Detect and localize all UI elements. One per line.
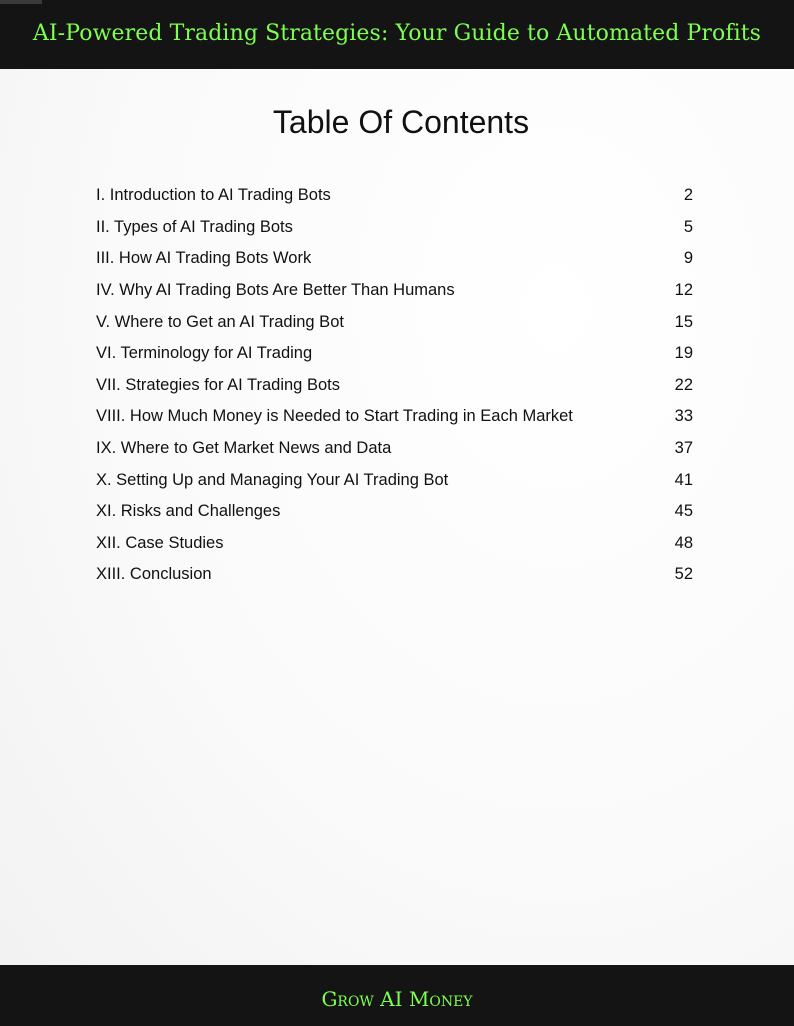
toc-entry-page: 45 <box>674 502 693 521</box>
toc-entry-title: IX. Where to Get Market News and Data <box>96 439 392 458</box>
toc-entry-page: 5 <box>683 217 693 236</box>
toc-entry[interactable] <box>96 243 693 275</box>
toc-list <box>96 180 693 591</box>
toc-entry-page: 22 <box>674 375 693 394</box>
header-bar <box>0 0 794 69</box>
toc-entry-page: 52 <box>674 565 693 584</box>
toc-entry[interactable] <box>96 559 693 591</box>
toc-entry-title: XIII. Conclusion <box>96 565 212 584</box>
toc-entry[interactable] <box>96 433 693 465</box>
toc-entry-page: 48 <box>674 533 693 552</box>
toc-entry[interactable] <box>96 528 693 560</box>
toc-entry-title: XI. Risks and Challenges <box>96 502 281 521</box>
toc-entry-page: 33 <box>674 407 693 426</box>
toc-entry-page: 12 <box>674 281 693 300</box>
toc-entry[interactable] <box>96 275 693 307</box>
toc-entry-page: 19 <box>674 344 693 363</box>
document-title: AI-Powered Trading Strategies: Your Guide to Automated Profits <box>32 21 762 46</box>
toc-entry-title: VIII. How Much Money is Needed to Start Trading in Each Market <box>96 407 573 426</box>
header-accent-strip <box>0 0 42 4</box>
footer-bar <box>0 965 794 1026</box>
toc-entry-title: XII. Case Studies <box>96 533 224 552</box>
toc-entry-title: X. Setting Up and Managing Your AI Trading Bot <box>96 470 449 489</box>
toc-entry-page: 37 <box>674 439 693 458</box>
toc-entry-title: I. Introduction to AI Trading Bots <box>96 186 331 205</box>
toc-entry-page: 2 <box>683 186 693 205</box>
toc-entry-page: 9 <box>683 249 693 268</box>
toc-entry-title: III. How AI Trading Bots Work <box>96 249 312 268</box>
toc-entry-title: V. Where to Get an AI Trading Bot <box>96 312 344 331</box>
toc-entry-title: VII. Strategies for AI Trading Bots <box>96 375 340 394</box>
toc-entry[interactable] <box>96 370 693 402</box>
toc-entry-title: II. Types of AI Trading Bots <box>96 217 293 236</box>
toc-entry[interactable] <box>96 496 693 528</box>
toc-entry-title: VI. Terminology for AI Trading <box>96 344 313 363</box>
toc-entry-page: 15 <box>674 312 693 331</box>
toc-entry[interactable] <box>96 464 693 496</box>
toc-entry[interactable] <box>96 306 693 338</box>
toc-entry-page: 41 <box>674 470 693 489</box>
toc-entry[interactable] <box>96 338 693 370</box>
toc-entry[interactable] <box>96 212 693 244</box>
footer-brand: Grow AI Money <box>321 986 473 1011</box>
toc-entry-title: IV. Why AI Trading Bots Are Better Than Humans <box>96 281 455 300</box>
toc-entry[interactable] <box>96 401 693 433</box>
toc-heading: Table Of Contents <box>272 104 530 140</box>
toc-entry[interactable] <box>96 180 693 212</box>
